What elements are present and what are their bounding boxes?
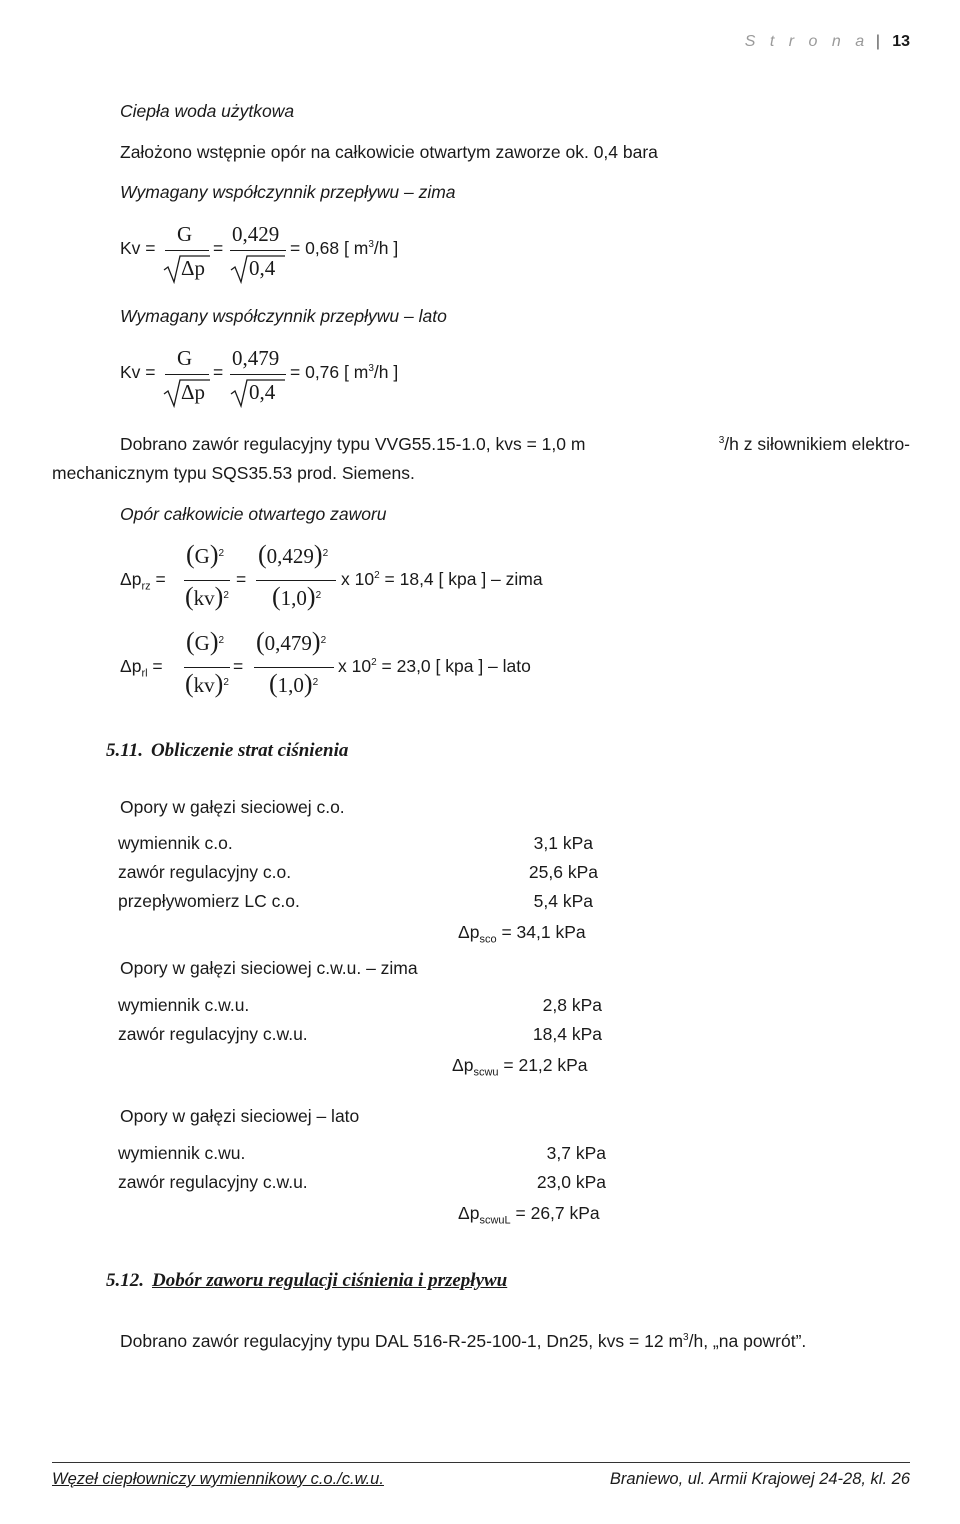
kv-winter-num-symbol: G <box>177 222 193 246</box>
dal-selection-part-a: Dobrano zawór regulacyjny typu DAL 516-R-25-100-1, Dn25, kvs = 12 m <box>120 1331 684 1351</box>
list-item-value: 2,8 kPa <box>542 995 602 1015</box>
kv-summer-unit-tail: /h ] <box>373 362 399 382</box>
dp-winter-num-val-exp: 2 <box>322 548 329 560</box>
dp-summer-tail-rest: = 23,0 [ kpa ] – lato <box>381 656 531 676</box>
dp-summer-den-sym: (kv)$^2$ <box>185 669 229 698</box>
list-item-label: wymiennik c.o. <box>118 833 233 853</box>
dp-winter-bar-1 <box>184 580 230 581</box>
kv-summer-eq: = <box>213 362 224 382</box>
valve-selection-line1 <box>120 434 910 455</box>
kv-summer-num-value: 0,479 <box>232 346 280 370</box>
dp-winter-tail-x: x 10 <box>341 569 375 589</box>
dal-selection-part-b: /h, „na powrót”. <box>688 1331 807 1351</box>
assumption-text: Założono wstępnie opór na całkowicie otwartym zaworze ok. 0,4 bara <box>120 142 658 162</box>
dal-selection-text <box>120 1331 806 1352</box>
dp-summer-num-val-exp: 2 <box>320 635 327 647</box>
dp-summer-den-val-exp: 2 <box>312 677 319 689</box>
kv-summer-den-value: 0,4 <box>249 380 276 404</box>
valve-selection-sup: 3 <box>718 435 725 447</box>
footer-divider <box>52 1462 910 1463</box>
section-title: Obliczenie strat ciśnienia <box>150 740 349 761</box>
kv-winter-den-symbol: Δp <box>181 256 206 280</box>
section-number: 5.11. <box>106 740 143 761</box>
total-sub: scwu <box>473 1066 499 1079</box>
total-sub: scwuL <box>479 1214 511 1227</box>
dp-summer-num-val: $(0,479)^2$ <box>256 627 327 656</box>
list-item-label: wymiennik c.w.u. <box>118 995 250 1015</box>
section-number: 5.12. <box>106 1270 144 1291</box>
dp-winter-tail-rest: = 18,4 [ kpa ] – zima <box>384 569 543 589</box>
total-sub: sco <box>479 933 497 946</box>
co-branch-total <box>458 922 586 946</box>
list-item-label: przepływomierz LC c.o. <box>118 891 300 911</box>
dp-summer-den-exp: 2 <box>223 677 229 689</box>
kv-winter-result-text: = 0,68 [ m <box>290 238 369 258</box>
dp-winter-num-sym-text: G <box>194 544 210 568</box>
list-item-label: zawór regulacyjny c.o. <box>118 862 292 882</box>
cwu-title: Ciepła woda użytkowa <box>120 101 295 121</box>
list-item-value: 3,1 kPa <box>533 833 593 853</box>
dp-summer-den-val: $(1,0)^2$ <box>269 669 319 698</box>
cwu-summer-total <box>458 1203 600 1227</box>
valve-selection-part-a: Dobrano zawór regulacyjny typu VVG55.15-1.0, kvs = 1,0 m <box>120 434 586 454</box>
dp-summer-p: p <box>131 656 142 676</box>
kv-winter-heading: Wymagany współczynnik przepływu – zima <box>120 182 456 202</box>
page-header <box>745 33 910 51</box>
total-p: p <box>463 1055 474 1075</box>
kv-summer-num-symbol: G <box>177 346 193 370</box>
list-item-label: zawór regulacyjny c.w.u. <box>118 1024 308 1044</box>
dp-summer-bar-1 <box>184 667 230 668</box>
list-item-value: 18,4 kPa <box>532 1024 602 1044</box>
list-item-label: zawór regulacyjny c.w.u. <box>118 1172 308 1192</box>
dp-winter-lhs-eq: = <box>155 569 166 589</box>
section-heading-511 <box>106 740 348 762</box>
dp-summer-tail-x: x 10 <box>338 656 372 676</box>
kv-summer-result-text: = 0,76 [ m <box>290 362 369 382</box>
dp-winter-tail <box>341 569 543 590</box>
kv-summer-heading: Wymagany współczynnik przepływu – lato <box>120 306 447 326</box>
dp-summer-den-sym-text: kv <box>193 673 215 697</box>
dp-winter-num-sym: $(G)^2$ <box>186 540 225 569</box>
dp-winter-tail-exp: 2 <box>374 570 380 582</box>
kv-winter-bar-1 <box>165 250 209 251</box>
kv-winter-result <box>290 238 398 259</box>
total-value: = 26,7 kPa <box>515 1203 600 1223</box>
dp-winter-den-exp: 2 <box>223 590 229 602</box>
dp-winter-num-val-text: 0,429 <box>266 544 314 568</box>
valve-selection-part-b: /h z siłownikiem elektro- <box>724 434 910 454</box>
dp-winter-den-val: $(1,0)^2$ <box>272 582 322 611</box>
list-item-value: 23,0 kPa <box>536 1172 606 1192</box>
kv-winter-unit-tail: /h ] <box>373 238 399 258</box>
list-item-value: 3,7 kPa <box>546 1143 606 1163</box>
footer-left-text: Węzeł ciepłowniczy wymiennikowy c.o./c.w.u. <box>52 1470 384 1488</box>
dp-winter-den-val-exp: 2 <box>315 590 322 602</box>
delta-icon: Δ <box>120 656 132 676</box>
dp-winter-sub: rz <box>141 580 151 593</box>
dp-winter-num-val: $(0,429)^2$ <box>258 540 329 569</box>
dp-summer-num-sym-text: G <box>194 631 210 655</box>
section-title: Dobór zaworu regulacji ciśnienia i przepływu <box>152 1270 508 1291</box>
dp-summer-bar-2 <box>254 667 334 668</box>
kv-summer-bar-1 <box>165 374 209 375</box>
footer-left <box>52 1470 384 1489</box>
kv-winter-bar-2 <box>230 250 286 251</box>
delta-icon: Δ <box>120 569 132 589</box>
kv-winter-lhs: Kv = <box>120 238 156 258</box>
dp-summer-num-sym: $(G)^2$ <box>186 627 225 656</box>
dp-winter-lhs <box>120 569 166 593</box>
dp-winter-den-sym: (kv)$^2$ <box>185 582 229 611</box>
dp-winter-den-sym-text: kv <box>193 586 215 610</box>
list-item-value: 25,6 kPa <box>528 862 598 882</box>
page-number: 13 <box>892 33 910 50</box>
dp-summer-den-val-text: 1,0 <box>277 673 304 697</box>
dp-summer-lhs <box>120 656 163 680</box>
cwu-winter-total <box>452 1055 588 1079</box>
valve-selection-line2: mechanicznym typu SQS35.53 prod. Siemens. <box>52 463 415 483</box>
kv-summer-result <box>290 362 398 383</box>
dp-summer-sub: rl <box>141 667 148 680</box>
delta-icon: Δ <box>458 922 470 942</box>
kv-summer-unit-sup: 3 <box>368 363 374 375</box>
total-value: = 21,2 kPa <box>503 1055 588 1075</box>
dp-summer-eq: = <box>233 656 244 676</box>
kv-summer-den-symbol: Δp <box>181 380 206 404</box>
dp-winter-p: p <box>131 569 142 589</box>
cwu-summer-heading: Opory w gałęzi sieciowej – lato <box>120 1106 360 1126</box>
dp-winter-num-exp: 2 <box>218 548 225 560</box>
dp-summer-tail-exp: 2 <box>371 657 377 669</box>
dp-summer-tail <box>338 656 531 677</box>
resistance-title: Opór całkowicie otwartego zaworu <box>120 504 387 524</box>
kv-winter-unit-sup: 3 <box>368 239 374 251</box>
dal-selection-sup: 3 <box>683 1332 689 1344</box>
section-heading-512 <box>106 1270 507 1292</box>
cwu-winter-heading: Opory w gałęzi sieciowej c.w.u. – zima <box>120 958 418 978</box>
dp-summer-num-exp: 2 <box>218 635 225 647</box>
list-item-value: 5,4 kPa <box>533 891 593 911</box>
dp-winter-bar-2 <box>256 580 336 581</box>
list-item-label: wymiennik c.wu. <box>118 1143 246 1163</box>
kv-winter-den-value: 0,4 <box>249 256 276 280</box>
dp-winter-den-val-text: 1,0 <box>280 586 307 610</box>
total-value: = 34,1 kPa <box>501 922 586 942</box>
kv-winter-eq: = <box>213 238 224 258</box>
co-branch-heading: Opory w gałęzi sieciowej c.o. <box>120 797 345 817</box>
page-label: S t r o n a <box>744 33 870 50</box>
kv-summer-bar-2 <box>230 374 286 375</box>
dp-winter-eq: = <box>236 569 247 589</box>
delta-icon: Δ <box>452 1055 464 1075</box>
footer-right: Braniewo, ul. Armii Krajowej 24-28, kl. 26 <box>609 1470 910 1488</box>
dp-summer-num-val-text: 0,479 <box>264 631 312 655</box>
header-separator: | <box>875 33 880 50</box>
delta-icon: Δ <box>458 1203 470 1223</box>
total-p: p <box>469 1203 480 1223</box>
kv-winter-num-value: 0,429 <box>232 222 280 246</box>
dp-summer-lhs-eq: = <box>152 656 163 676</box>
total-p: p <box>469 922 480 942</box>
kv-summer-lhs: Kv = <box>120 362 156 382</box>
